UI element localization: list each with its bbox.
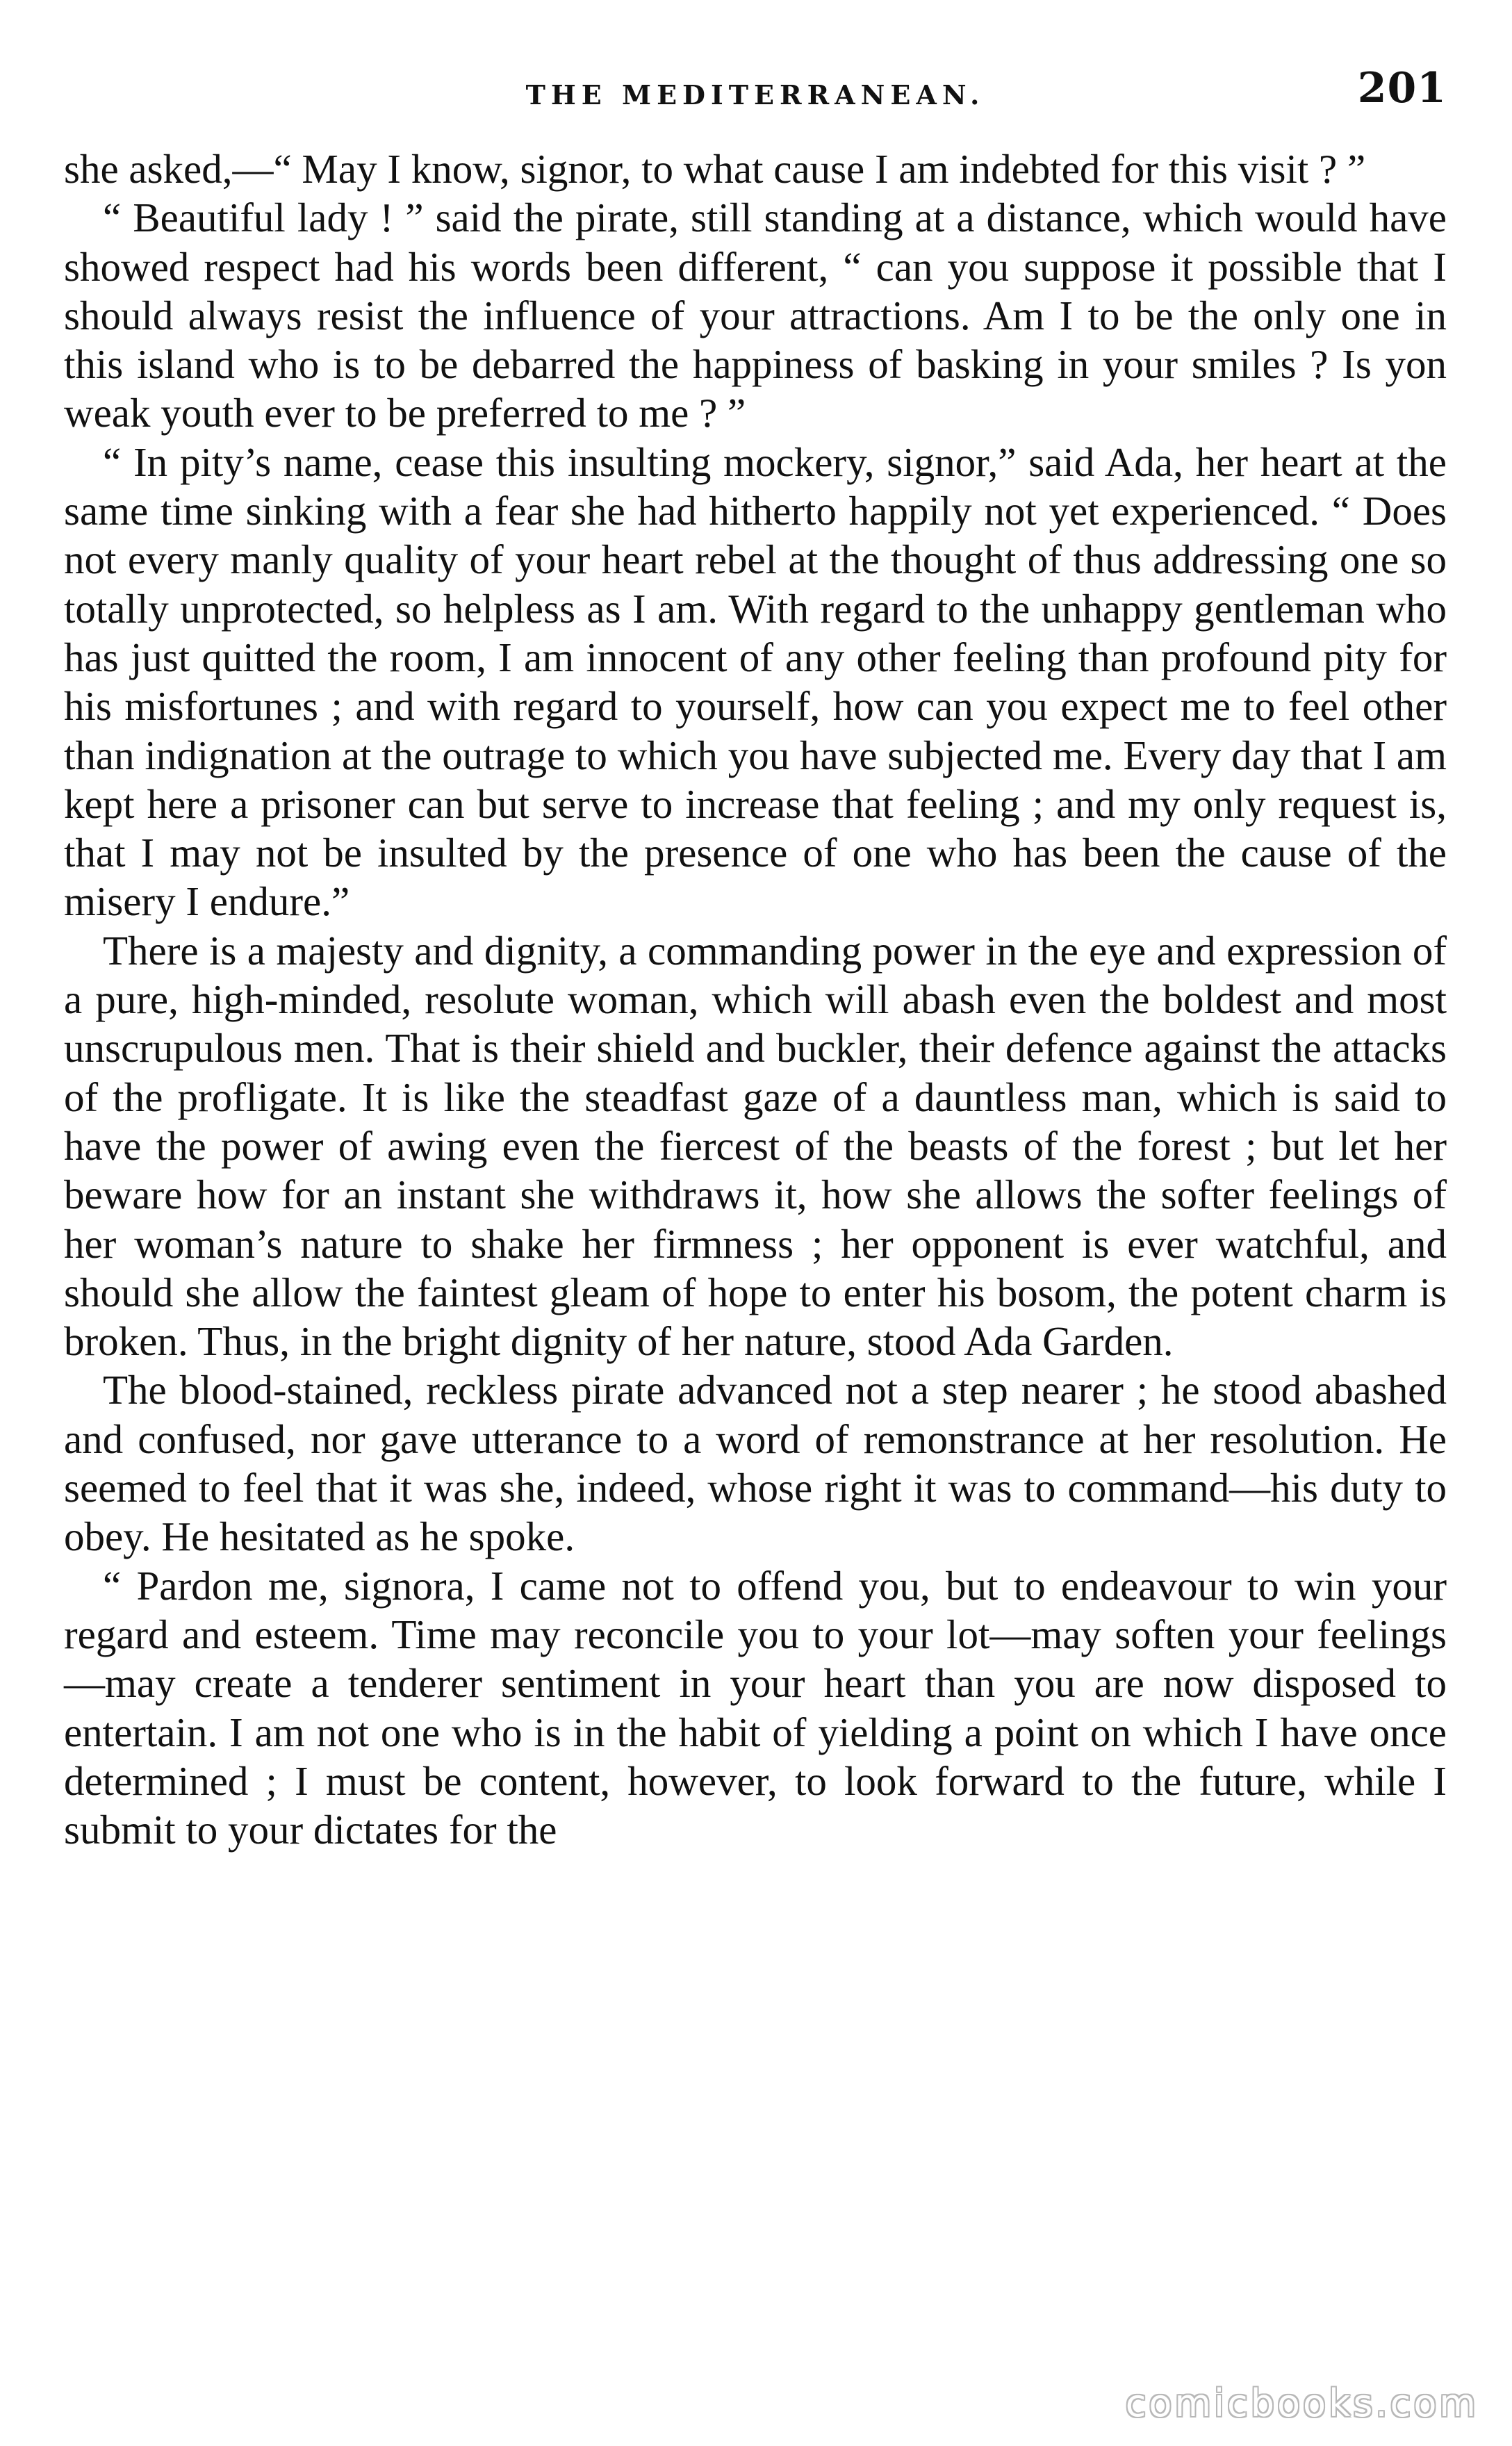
- page-number: 201: [1357, 64, 1447, 113]
- watermark: comicbooks.com: [1125, 2381, 1479, 2425]
- body-text: [64, 145, 1447, 1854]
- paragraph-pirate-pardon: “ Pardon me, signora, I came not to offend you, but to endeavour to win your regard and esteem. Time may reconcile you to your lot—may soften your feelings—may create a tenderer sentiment in your heart than you are now disposed to entertain. I am not one who is in the habit of yielding a point on which I have once determined ; I must be content, however, to look forward to the future, while I submit to your dictates for the: [64, 1562, 1447, 1853]
- paragraph-narration-pirate: The blood-stained, reckless pirate advanced not a step nearer ; he stood abashed and confused, nor gave utterance to a word of remonstrance at her resolution. He seemed to feel that it was she, indeed, whose right it was to command—his duty to obey. He hesitated as he spoke.: [64, 1367, 1447, 1560]
- paragraph-narration-majesty: There is a majesty and dignity, a commanding power in the eye and expression of a pure, high-minded, resolute woman, which will abash even the boldest and most unscrupulous men. That is their shield and buckler, their defence against the attacks of the profligate. It is like the steadfast gaze of a dauntless man, which is said to have the power of awing even the fiercest of the beasts of the forest ; but let her beware how for an instant she withdraws it, how she allows the softer feelings of her woman’s nature to shake her firmness ; her opponent is ever watchful, and should she allow the faintest gleam of hope to enter his bosom, the potent charm is broken. Thus, in the bright dignity of her nature, stood Ada Garden.: [64, 927, 1447, 1365]
- paragraph-ada-reply: “ In pity’s name, cease this insulting mockery, signor,” said Ada, her heart at the same time sinking with a fear she had hitherto happily not yet experienced. “ Does not every manly quality of your heart rebel at the thought of thus addressing one so totally unprotected, so helpless as I am. With regard to the unhappy gentleman who has just quitted the room, I am innocent of any other feeling than profound pity for his misfortunes ; and with regard to yourself, how can you expect me to feel other than indignation at the outrage to which you have subjected me. Every day that I am kept here a prisoner can but serve to increase that feeling ; and my only request is, that I may not be insulted by the presence of one who has been the cause of the misery I endure.”: [64, 438, 1447, 925]
- paragraph-continuation: she asked,—“ May I know, signor, to what cause I am indebted for this visit ? ”: [64, 146, 1366, 192]
- paragraph-pirate-speech: “ Beautiful lady ! ” said the pirate, still standing at a distance, which would have showed respect had his words been different, “ can you suppose it possible that I should always resist the influence of your attractions. Am I to be the only one in this island who is to be debarred the happiness of basking in your smiles ? Is yon weak youth ever to be preferred to me ? ”: [64, 195, 1447, 436]
- running-title: THE MEDITERRANEAN.: [525, 79, 985, 110]
- running-head: [64, 64, 1447, 126]
